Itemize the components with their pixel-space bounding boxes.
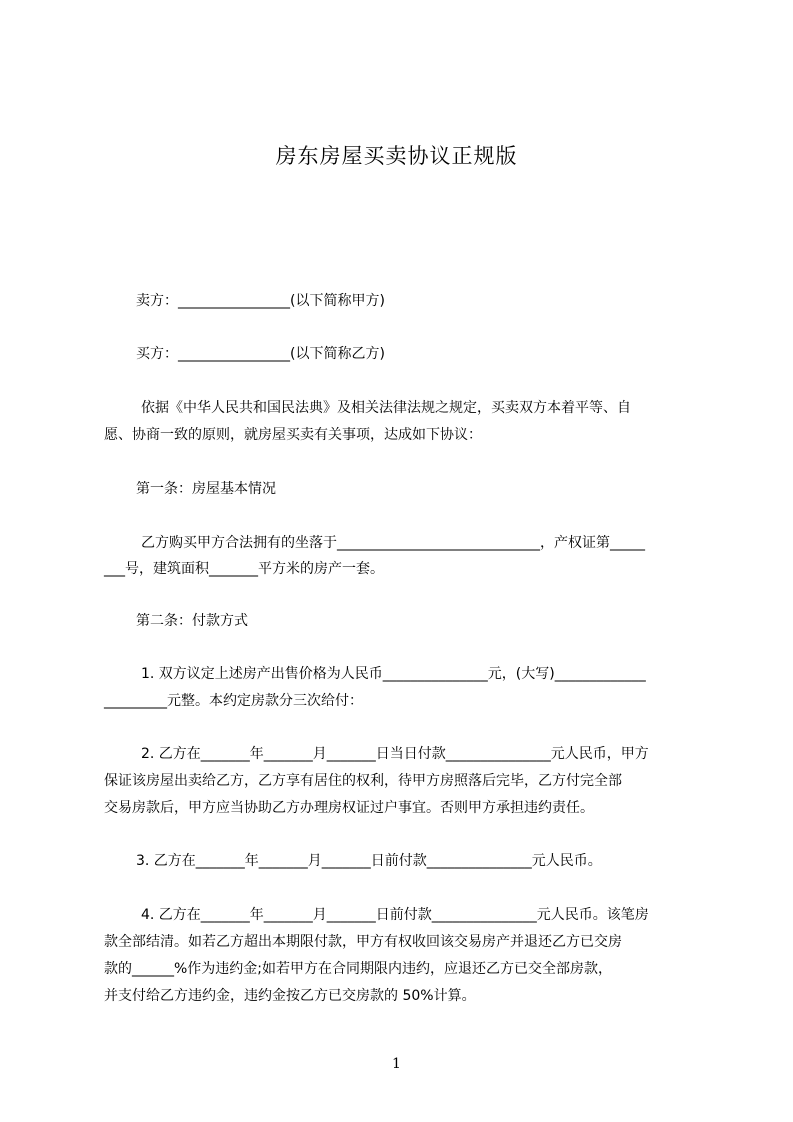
intro-line-2: 愿、协商一致的原则，就房屋买卖有关事项，达成如下协议：	[104, 427, 482, 443]
payment-item-4-line-3: 款的______%作为违约金;如若甲方在合同期限内违约，应退还乙方已交全部房款，	[104, 961, 613, 977]
payment-item-2-line-1: 2. 乙方在_______年_______月_______日当日付款_______________元人民币，甲方	[141, 746, 649, 762]
article-1-text-2: ___号，建筑面积_______平方米的房产一套。	[104, 561, 384, 577]
article-2-heading: 第二条：付款方式	[136, 613, 248, 629]
payment-item-2-line-2: 保证该房屋出卖给乙方，乙方享有居住的权利，待甲方房照落后完毕，乙方付完全部	[104, 773, 622, 789]
intro-line-1: 依据《中华人民共和国民法典》及相关法律法规之规定，买卖双方本着平等、自	[141, 400, 631, 416]
payment-item-2-line-3: 交易房款后，甲方应当协助乙方办理房权证过户事宜。否则甲方承担违约责任。	[104, 800, 594, 816]
document-title: 房东房屋买卖协议正规版	[275, 144, 518, 168]
payment-item-1-line-1: 1. 双方议定上述房产出售价格为人民币_______________元，(大写)_____________	[141, 666, 646, 682]
seller-line: 卖方：________________(以下简称甲方)	[136, 293, 385, 309]
payment-item-1-line-2: _________元整。本约定房款分三次给付：	[104, 693, 363, 709]
buyer-line: 买方：________________(以下简称乙方)	[136, 346, 385, 362]
payment-item-4-line-2: 款全部结清。如若乙方超出本期限付款，甲方有权收回该交易房产并退还乙方已交房	[104, 934, 622, 950]
payment-item-4-line-4: 并支付给乙方违约金，违约金按乙方已交房款的 50%计算。	[104, 988, 476, 1004]
page-number: 1	[392, 1056, 401, 1072]
payment-item-3-line-1: 3. 乙方在_______年_______月_______日前付款_______________元人民币。	[136, 853, 602, 869]
article-1-text-1: 乙方购买甲方合法拥有的坐落于_____________________________，产权证第_____	[141, 535, 645, 551]
payment-item-4-line-1: 4. 乙方在_______年_______月_______日前付款_______________元人民币。该笔房	[141, 907, 649, 923]
article-1-heading: 第一条：房屋基本情况	[136, 481, 276, 497]
